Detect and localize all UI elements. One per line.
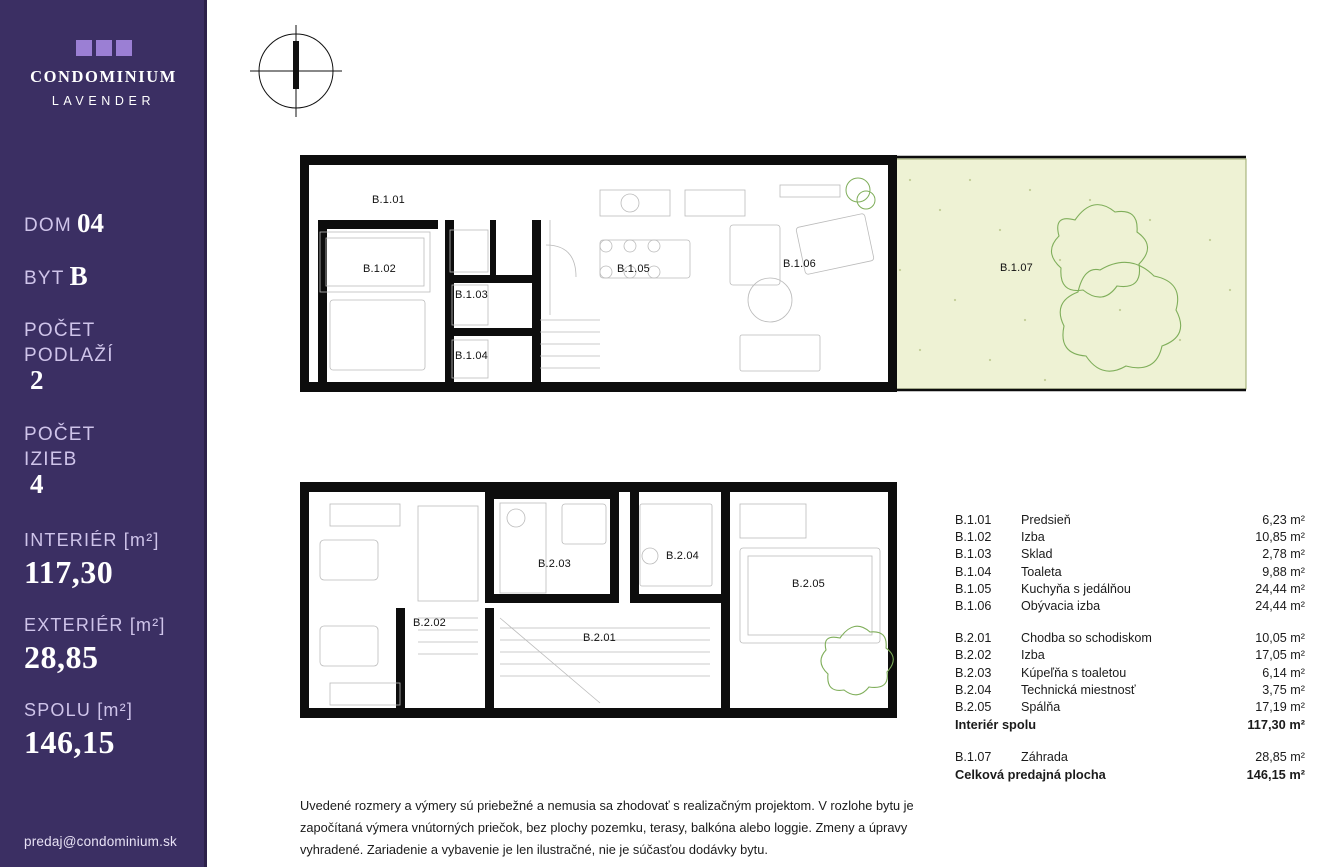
legend-row — [955, 547, 1305, 564]
legend-row — [955, 565, 1305, 582]
logo-squares-icon — [0, 40, 207, 56]
legend-row — [955, 513, 1305, 530]
fact-floors — [24, 318, 199, 396]
room-label-b104: B.1.04 — [455, 350, 489, 362]
legend-name: Kuchyňa s jedálňou — [1021, 581, 1131, 596]
legend-interior-total-row — [955, 717, 1305, 735]
legend-area: 24,44 m² — [1255, 598, 1305, 613]
fact-total-value: 146,15 — [24, 724, 115, 760]
room-label-b105: B.1.05 — [617, 263, 651, 275]
fact-rooms — [24, 422, 199, 500]
legend-area: 17,19 m² — [1255, 699, 1305, 714]
legend-code: B.2.03 — [955, 665, 992, 680]
legend-row — [955, 648, 1305, 665]
logo — [0, 40, 207, 108]
logo-subtitle: LAVENDER — [51, 94, 156, 108]
logo-square-3 — [116, 40, 132, 56]
fact-exterior-label: EXTERIÉR [m²] — [24, 615, 166, 635]
fact-interior-value: 117,30 — [24, 554, 114, 590]
property-facts — [24, 208, 199, 779]
legend-code: B.1.06 — [955, 598, 992, 613]
legend-code: B.2.02 — [955, 648, 992, 663]
room-label-b103: B.1.03 — [455, 289, 489, 301]
fact-floors-label-line2: PODLAŽÍ — [24, 345, 114, 366]
fact-interior — [24, 528, 199, 591]
legend-code: B.1.05 — [955, 581, 992, 596]
fact-interior-label: INTERIÉR [m²] — [24, 530, 160, 550]
room-label-b107: B.1.07 — [1000, 262, 1034, 274]
legend-code: B.1.07 — [955, 750, 992, 765]
legend-code: B.2.04 — [955, 682, 992, 697]
legend-row — [955, 750, 1305, 767]
room-label-b102: B.1.02 — [363, 263, 397, 275]
legend-area: 17,05 m² — [1255, 648, 1305, 663]
floor-plan-level-1-drawing — [300, 150, 1252, 406]
legend-area: 2,78 m² — [1262, 547, 1305, 562]
legend-name: Spálňa — [1021, 699, 1061, 714]
contact-email[interactable]: predaj@condominium.sk — [24, 834, 177, 849]
room-label-b201: B.2.01 — [583, 632, 617, 644]
legend-grand-total-label: Celková predajná plocha — [955, 767, 1106, 783]
fact-dom — [24, 208, 199, 239]
legend-name: Izba — [1021, 530, 1045, 545]
fact-dom-label: DOM — [24, 215, 72, 236]
room-label-b203: B.2.03 — [538, 558, 572, 570]
legend-row — [955, 599, 1305, 616]
room-label-b202: B.2.02 — [413, 617, 447, 629]
logo-title: CONDOMINIUM — [30, 67, 177, 86]
fact-byt-label: BYT — [24, 268, 65, 289]
compass-icon — [250, 25, 342, 117]
room-label-b205: B.2.05 — [792, 578, 826, 590]
floor-plan-level-2-drawing — [300, 478, 1000, 728]
floor-plan-level-2[interactable] — [300, 478, 1000, 728]
fact-rooms-label-line1: POČET — [24, 424, 96, 445]
legend-grand-total-area: 146,15 m² — [1246, 767, 1305, 783]
fact-byt-value: B — [69, 261, 88, 291]
floor-plan-level-1[interactable] — [300, 150, 1252, 406]
room-label-b204: B.2.04 — [666, 550, 700, 562]
legend-area: 10,05 m² — [1255, 631, 1305, 646]
legend-name: Toaleta — [1021, 564, 1062, 579]
legend-code: B.2.05 — [955, 699, 992, 714]
logo-square-2 — [96, 40, 112, 56]
legend-name: Predsieň — [1021, 513, 1071, 527]
legend-area: 3,75 m² — [1262, 682, 1305, 697]
legend-area: 6,23 m² — [1262, 513, 1305, 527]
logo-square-1 — [76, 40, 92, 56]
legend-name: Sklad — [1021, 547, 1053, 562]
disclaimer-text: Uvedené rozmery a výmery sú priebežné a nemusia sa zhodovať s realizačným projektom. V rozlohe bytu je započítaná výmera vnútorných priečok, bez plochy pozemku, terasy, balkóna alebo loggie. Zmeny a úpravy vyhradené. Zariadenie a vybavenie je len ilustračné, nie je súčasťou dodávky bytu. — [300, 798, 914, 857]
legend-row — [955, 631, 1305, 648]
fact-exterior-value: 28,85 — [24, 639, 99, 675]
fact-total-label: SPOLU [m²] — [24, 700, 134, 720]
legend-row — [955, 683, 1305, 700]
legend-code: B.1.02 — [955, 530, 992, 545]
main-content — [207, 0, 1340, 867]
legend-code: B.1.03 — [955, 547, 992, 562]
legend-spacer — [955, 616, 1305, 631]
legend-code: B.1.01 — [955, 513, 992, 527]
fact-dom-value: 04 — [76, 208, 104, 238]
legend-name: Chodba so schodiskom — [1021, 631, 1152, 646]
legend-name: Kúpeľňa s toaletou — [1021, 665, 1127, 680]
legend-name: Obývacia izba — [1021, 598, 1101, 613]
fact-floors-label-line1: POČET — [24, 320, 96, 341]
legend-row — [955, 700, 1305, 717]
legend-row — [955, 582, 1305, 599]
fact-rooms-label-line2: IZIEB — [24, 449, 78, 470]
legend-area: 10,85 m² — [1255, 530, 1305, 545]
room-legend-table — [955, 513, 1305, 786]
legend-spacer — [955, 735, 1305, 750]
fact-exterior — [24, 613, 199, 676]
room-label-b101: B.1.01 — [372, 194, 406, 206]
legend-grand-total-row — [955, 767, 1305, 785]
legend-name: Izba — [1021, 648, 1045, 663]
sidebar — [0, 0, 207, 867]
legend-name: Technická miestnosť — [1021, 682, 1136, 697]
fact-floors-value: 2 — [30, 365, 45, 395]
room-label-b106: B.1.06 — [783, 258, 817, 270]
legend-area: 24,44 m² — [1255, 581, 1305, 596]
fact-total — [24, 698, 199, 761]
legend-area: 28,85 m² — [1255, 750, 1305, 765]
legend-code: B.1.04 — [955, 564, 992, 579]
legend-interior-total-label: Interiér spolu — [955, 717, 1037, 733]
legend-interior-total-area: 117,30 m² — [1247, 717, 1305, 733]
fact-rooms-value: 4 — [30, 469, 45, 499]
legend-row — [955, 666, 1305, 683]
legend-name: Záhrada — [1021, 750, 1068, 765]
legend-area: 9,88 m² — [1262, 564, 1305, 579]
fact-byt — [24, 261, 199, 292]
legend-row — [955, 530, 1305, 547]
legend-code: B.2.01 — [955, 631, 992, 646]
legend-area: 6,14 m² — [1262, 665, 1305, 680]
